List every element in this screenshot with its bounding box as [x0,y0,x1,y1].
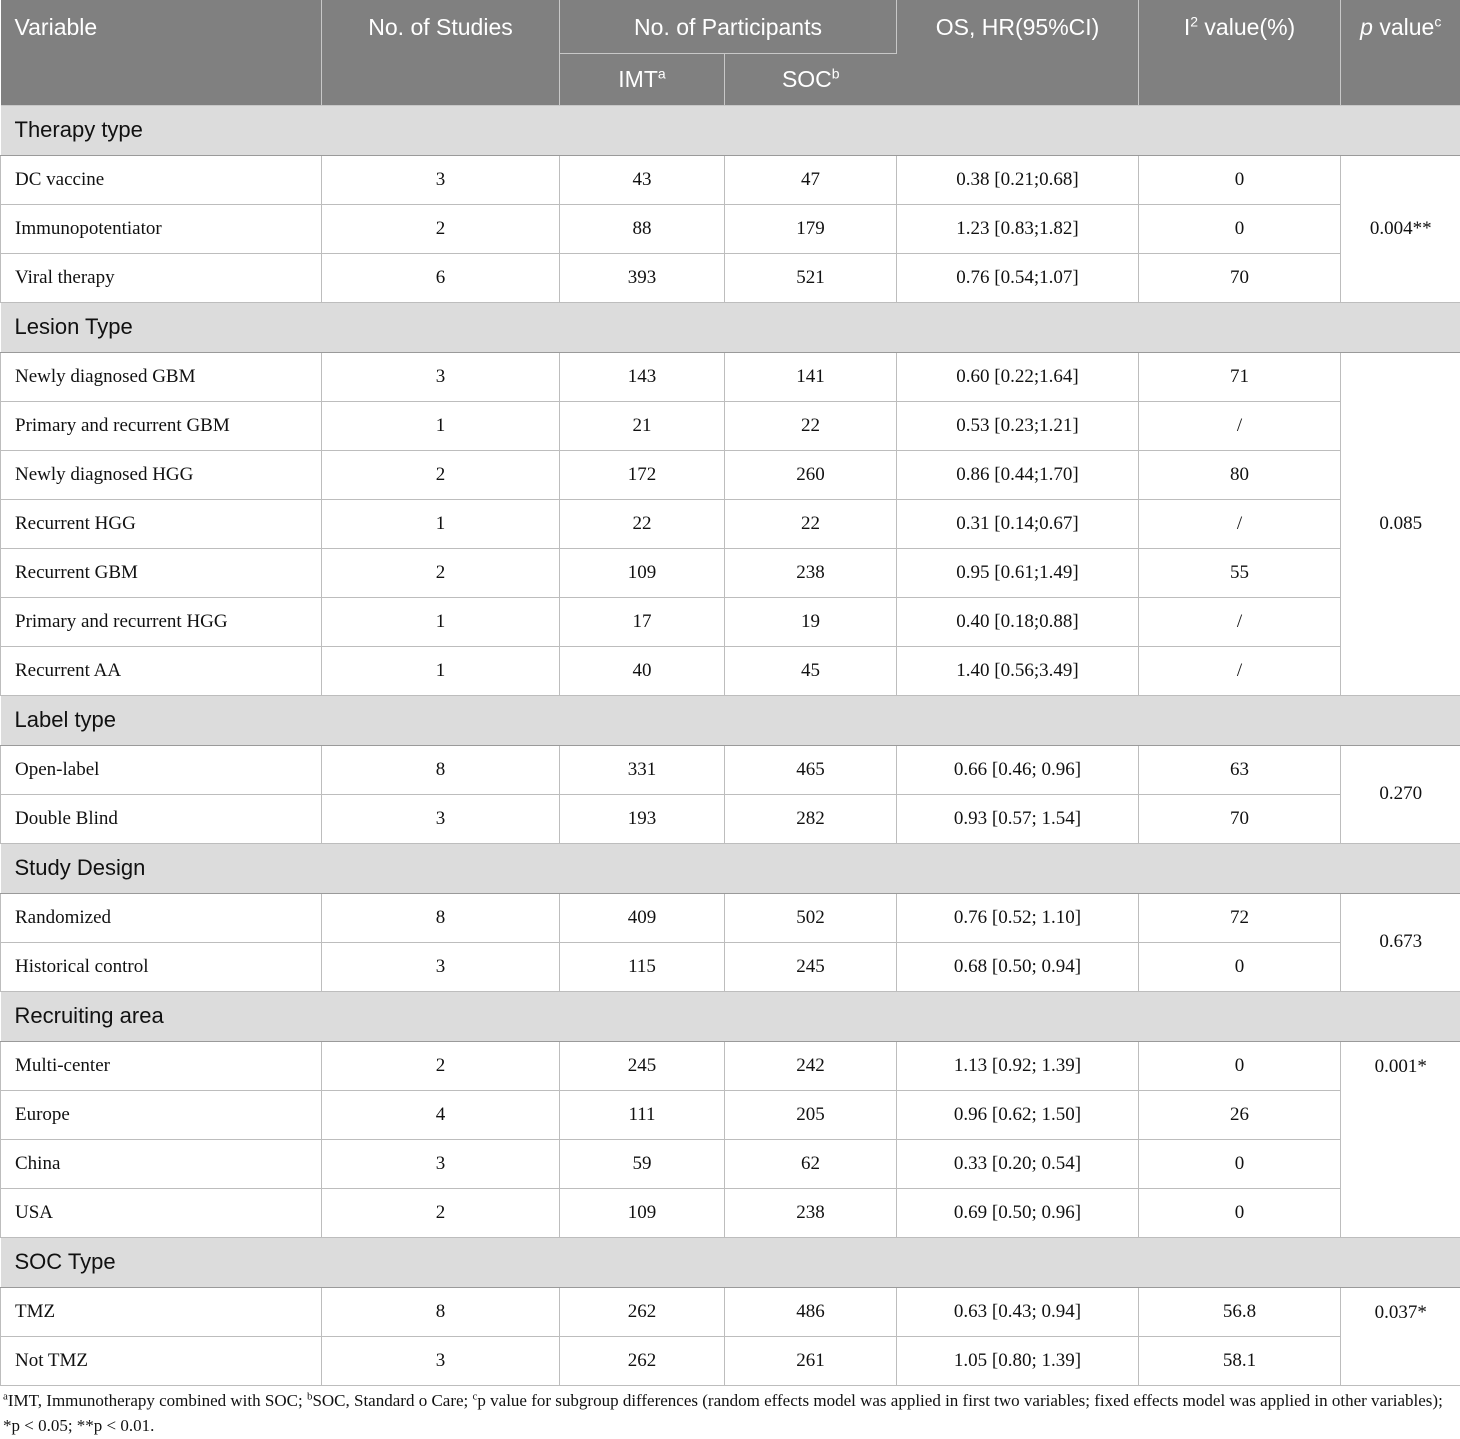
header-imt-sup: a [657,64,666,81]
cell-variable: Recurrent GBM [1,548,322,597]
footnote-marker: b [306,1390,313,1403]
cell-variable: Immunopotentiator [1,204,322,253]
cell-imt: 115 [560,942,725,991]
cell-studies: 1 [322,401,560,450]
cell-imt: 17 [560,597,725,646]
cell-studies: 3 [322,942,560,991]
cell-os-hr: 0.38 [0.21;0.68] [897,155,1139,204]
cell-imt: 109 [560,548,725,597]
cell-os-hr: 1.13 [0.92; 1.39] [897,1041,1139,1090]
cell-imt: 409 [560,893,725,942]
cell-imt: 262 [560,1336,725,1385]
cell-os-hr: 0.76 [0.54;1.07] [897,253,1139,302]
cell-imt: 21 [560,401,725,450]
header-i2-suffix: value(%) [1198,14,1296,40]
cell-os-hr: 1.05 [0.80; 1.39] [897,1336,1139,1385]
cell-p-value: 0.037* [1341,1287,1460,1385]
cell-variable: Randomized [1,893,322,942]
cell-soc: 261 [725,1336,897,1385]
cell-i2: 55 [1139,548,1341,597]
header-soc-sup: b [831,64,840,81]
cell-studies: 4 [322,1090,560,1139]
cell-imt: 22 [560,499,725,548]
cell-i2: 0 [1139,1188,1341,1237]
group-header-row [1,105,1460,155]
cell-i2: / [1139,401,1341,450]
cell-studies: 2 [322,1041,560,1090]
cell-os-hr: 0.96 [0.62; 1.50] [897,1090,1139,1139]
footnote-text: p value for subgroup differences (random effects model was applied in first two variables; fixed effects model was applied in other variables); *p < 0.05; **p < 0.01. [3,1391,1443,1435]
cell-soc: 260 [725,450,897,499]
cell-studies: 3 [322,794,560,843]
cell-os-hr: 0.86 [0.44;1.70] [897,450,1139,499]
cell-i2: 0 [1139,942,1341,991]
cell-studies: 3 [322,1139,560,1188]
cell-studies: 2 [322,204,560,253]
header-p-sup: c [1434,13,1442,30]
group-header-row [1,302,1460,352]
footnote-text: IMT, Immunotherapy combined with SOC; [7,1391,307,1410]
cell-p-value: 0.270 [1341,745,1460,843]
group-title: Label type [1,695,1460,745]
cell-soc: 521 [725,253,897,302]
cell-variable: USA [1,1188,322,1237]
cell-studies: 2 [322,450,560,499]
cell-soc: 22 [725,401,897,450]
cell-i2: 72 [1139,893,1341,942]
table-row [1,450,1460,499]
cell-imt: 59 [560,1139,725,1188]
cell-i2: 0 [1139,1041,1341,1090]
table-row [1,794,1460,843]
cell-i2: 26 [1139,1090,1341,1139]
cell-os-hr: 1.23 [0.83;1.82] [897,204,1139,253]
cell-i2: 56.8 [1139,1287,1341,1336]
group-title: Study Design [1,843,1460,893]
cell-studies: 1 [322,646,560,695]
cell-soc: 238 [725,548,897,597]
table-row [1,499,1460,548]
table-row [1,942,1460,991]
cell-soc: 179 [725,204,897,253]
cell-soc: 205 [725,1090,897,1139]
cell-imt: 331 [560,745,725,794]
cell-imt: 43 [560,155,725,204]
cell-variable: Primary and recurrent HGG [1,597,322,646]
cell-os-hr: 0.53 [0.23;1.21] [897,401,1139,450]
header-p-suffix: value [1372,14,1435,40]
cell-studies: 6 [322,253,560,302]
cell-soc: 47 [725,155,897,204]
cell-i2: / [1139,646,1341,695]
cell-os-hr: 0.76 [0.52; 1.10] [897,893,1139,942]
cell-i2: 0 [1139,1139,1341,1188]
header-imt [560,53,725,105]
cell-soc: 22 [725,499,897,548]
group-title: Therapy type [1,105,1460,155]
table-row [1,204,1460,253]
cell-os-hr: 0.66 [0.46; 0.96] [897,745,1139,794]
cell-imt: 193 [560,794,725,843]
cell-os-hr: 0.68 [0.50; 0.94] [897,942,1139,991]
cell-variable: Newly diagnosed GBM [1,352,322,401]
cell-variable: TMZ [1,1287,322,1336]
cell-soc: 238 [725,1188,897,1237]
cell-imt: 88 [560,204,725,253]
cell-studies: 8 [322,1287,560,1336]
cell-i2: 70 [1139,794,1341,843]
cell-variable: Europe [1,1090,322,1139]
header-p-value [1341,0,1460,105]
table-header [1,0,1460,105]
header-i2 [1139,0,1341,105]
cell-os-hr: 0.60 [0.22;1.64] [897,352,1139,401]
cell-imt: 111 [560,1090,725,1139]
header-i2-prefix: I [1183,14,1191,40]
cell-soc: 242 [725,1041,897,1090]
cell-variable: Recurrent AA [1,646,322,695]
cell-variable: China [1,1139,322,1188]
header-variable: Variable [1,0,322,105]
table-row [1,548,1460,597]
header-soc-label: SOC [781,65,832,92]
cell-imt: 393 [560,253,725,302]
footnote-text: SOC, Standard o Care; [312,1391,473,1410]
cell-i2: 58.1 [1139,1336,1341,1385]
cell-os-hr: 0.40 [0.18;0.88] [897,597,1139,646]
cell-soc: 282 [725,794,897,843]
table-body [1,105,1460,1385]
table-row [1,352,1460,401]
table-row [1,597,1460,646]
group-title: SOC Type [1,1237,1460,1287]
cell-imt: 262 [560,1287,725,1336]
table-footnote [3,1388,1457,1438]
header-os-hr: OS, HR(95%CI) [897,0,1139,105]
cell-variable: DC vaccine [1,155,322,204]
cell-os-hr: 0.93 [0.57; 1.54] [897,794,1139,843]
cell-soc: 245 [725,942,897,991]
table-row [1,1090,1460,1139]
table-row [1,401,1460,450]
cell-studies: 3 [322,155,560,204]
cell-studies: 1 [322,499,560,548]
cell-i2: 70 [1139,253,1341,302]
cell-variable: Recurrent HGG [1,499,322,548]
group-title: Lesion Type [1,302,1460,352]
cell-i2: / [1139,597,1341,646]
cell-soc: 141 [725,352,897,401]
cell-imt: 109 [560,1188,725,1237]
cell-studies: 3 [322,1336,560,1385]
cell-imt: 172 [560,450,725,499]
header-imt-label: IMT [618,65,658,92]
cell-variable: Double Blind [1,794,322,843]
cell-variable: Primary and recurrent GBM [1,401,322,450]
cell-os-hr: 1.40 [0.56;3.49] [897,646,1139,695]
cell-variable: Newly diagnosed HGG [1,450,322,499]
cell-soc: 19 [725,597,897,646]
cell-i2: / [1139,499,1341,548]
cell-variable: Not TMZ [1,1336,322,1385]
cell-soc: 465 [725,745,897,794]
cell-studies: 2 [322,548,560,597]
cell-studies: 3 [322,352,560,401]
cell-imt: 143 [560,352,725,401]
footnote-marker: a [3,1390,8,1403]
cell-os-hr: 0.69 [0.50; 0.96] [897,1188,1139,1237]
group-header-row [1,1237,1460,1287]
group-title: Recruiting area [1,991,1460,1041]
cell-i2: 71 [1139,352,1341,401]
cell-os-hr: 0.63 [0.43; 0.94] [897,1287,1139,1336]
cell-variable: Historical control [1,942,322,991]
cell-os-hr: 0.31 [0.14;0.67] [897,499,1139,548]
cell-variable: Viral therapy [1,253,322,302]
table-row [1,1041,1460,1090]
cell-imt: 245 [560,1041,725,1090]
cell-os-hr: 0.33 [0.20; 0.54] [897,1139,1139,1188]
cell-studies: 1 [322,597,560,646]
table-row [1,1188,1460,1237]
header-p-italic: p [1360,14,1373,40]
cell-studies: 2 [322,1188,560,1237]
cell-studies: 8 [322,745,560,794]
table-row [1,646,1460,695]
header-participants: No. of Participants [560,0,897,53]
cell-i2: 80 [1139,450,1341,499]
cell-variable: Multi-center [1,1041,322,1090]
footnote-marker: c [472,1390,478,1403]
cell-p-value: 0.004** [1341,155,1460,302]
table-row [1,1336,1460,1385]
cell-soc: 45 [725,646,897,695]
group-header-row [1,843,1460,893]
cell-imt: 40 [560,646,725,695]
table-row [1,253,1460,302]
cell-i2: 63 [1139,745,1341,794]
cell-studies: 8 [322,893,560,942]
cell-i2: 0 [1139,155,1341,204]
cell-i2: 0 [1139,204,1341,253]
table-row [1,1287,1460,1336]
header-i2-sup: 2 [1190,13,1199,30]
table-row [1,155,1460,204]
header-soc [725,53,897,105]
cell-p-value: 0.673 [1341,893,1460,991]
cell-soc: 486 [725,1287,897,1336]
table-row [1,745,1460,794]
header-studies: No. of Studies [322,0,560,105]
cell-os-hr: 0.95 [0.61;1.49] [897,548,1139,597]
table-row [1,893,1460,942]
table-row [1,1139,1460,1188]
cell-soc: 62 [725,1139,897,1188]
cell-p-value: 0.001* [1341,1041,1460,1237]
group-header-row [1,991,1460,1041]
cell-p-value: 0.085 [1341,352,1460,695]
cell-variable: Open-label [1,745,322,794]
group-header-row [1,695,1460,745]
cell-soc: 502 [725,893,897,942]
